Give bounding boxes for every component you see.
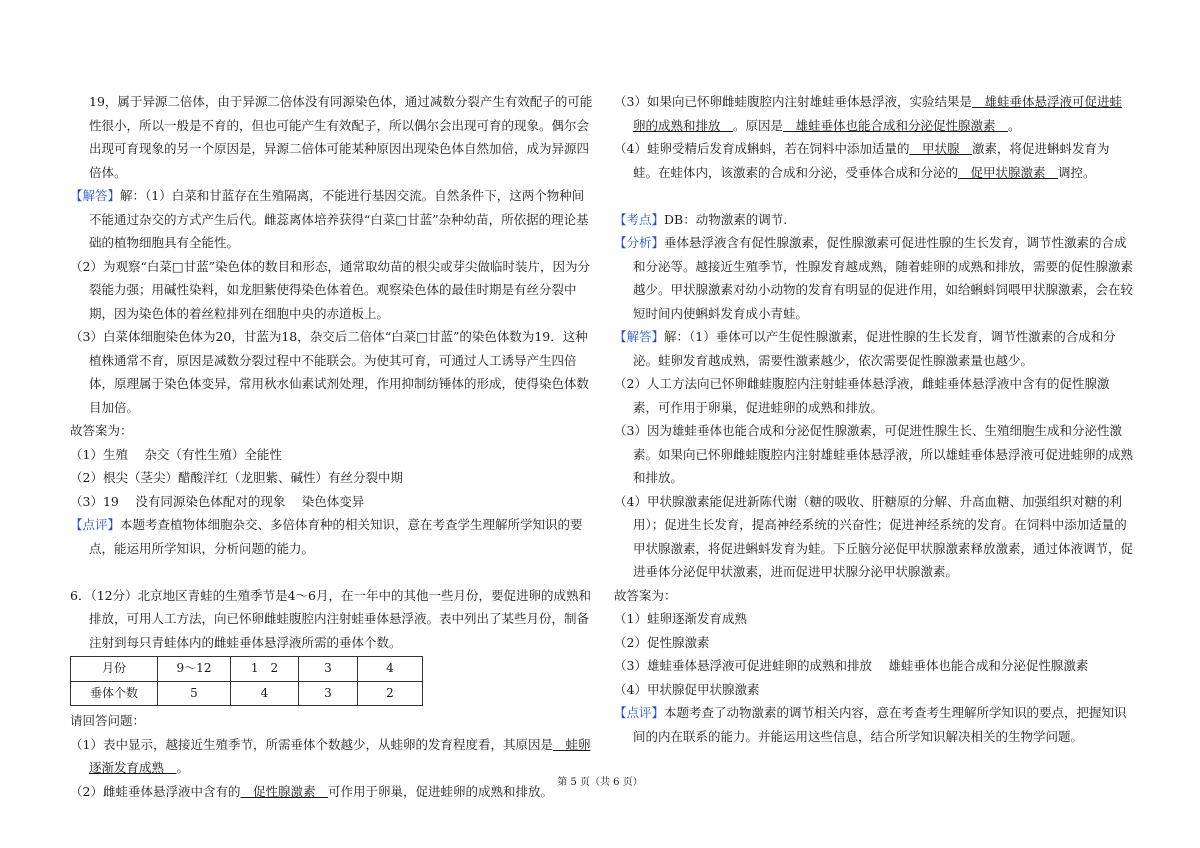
answer-part-3: （3）白菜体细胞染色体为20，甘蓝为18，杂交后二倍体“白菜□甘蓝”的染色体数为19．这种植株通常不育，原因是减数分裂过程中不能联会。为使其可育，可通过人工诱导产生四倍体，原理属于染色体变异，常用秋水仙素试剂处理，作用抑制纺锤体的形成，使得染色体数目加倍。 (70, 329, 590, 415)
pituitary-table (70, 656, 423, 706)
table-row (71, 657, 423, 682)
fill-answer: 促性腺激素 (240, 783, 328, 799)
table-cell: 3 (299, 681, 358, 706)
comment-text: 本题考查了动物激素的调节相关内容，意在考查考生理解所学知识的要点，把握知识间的内在联系的能力。并能运用这些信息，结合所学知识解决相关的生物学问题。 (633, 705, 1127, 744)
question-text: （4）蛙卵受精后发育成蝌蚪，若在饲料中添加适量的 (614, 141, 910, 156)
answer-heading: 故答案为： (70, 423, 133, 438)
fill-answer: 促甲状腺激素 (958, 164, 1059, 180)
question-6-4 (614, 137, 1134, 184)
final-answer-3: （3）雄蛙垂体悬浮液可促进蛙卵的成熟和排放 雄蛙垂体也能合成和分泌促性腺激素 (614, 658, 1089, 673)
question-text: 调控。 (1058, 164, 1096, 180)
question-text: 。 (1008, 117, 1021, 133)
question-6-intro: 6．（12分）北京地区青蛙的生殖季节是4～6月，在一年中的其他一些月份，要促进卵的成熟和排放，可用人工方法，向已怀卵雌蛙腹腔内注射蛙垂体悬浮液。表中列出了某些月份，制备注射到每只青蛙体内的雌蛙垂体悬浮液所需的垂体个数。 (70, 587, 592, 650)
comment-tag: 【点评】 (614, 705, 665, 720)
paragraph-continuation: 19，属于异源二倍体，由于异源二倍体没有同源染色体，通过减数分裂产生有效配子的可能性很小，所以一般是不育的，但也可能产生有效配子，所以偶尔会出现可育的现象。偶尔会出现可育现象的另一个原因是，异源二倍体可能某种原因出现染色体自然加倍，成为异源四倍体。 (89, 94, 593, 180)
question-text: 激素，将促进蝌蚪发育为蛙。在蛙体内，该激素的合成和分泌，受垂体合成和分泌的 (633, 141, 1110, 180)
table-cell: 5 (158, 681, 231, 706)
table-row (71, 681, 423, 706)
question-text: （1）表中显示，越接近生殖季节，所需垂体个数越少，从蛙卵的发育程度看，其原因是 (70, 736, 553, 752)
key-point-section (614, 208, 1134, 232)
answer-part-1: 解：（1）垂体可以产生促性腺激素，促进性腺的生长发育，调节性激素的合成和分泌。蛙卵发育越成熟，需要性激素越少，依次需要促性腺激素量也越少。 (633, 329, 1116, 368)
answer-tag: 【解答】 (70, 188, 121, 203)
table-cell: 4 (358, 657, 423, 682)
page-footer: 第 5 页（共 6 页） (557, 777, 643, 788)
final-answer-1: （1）生殖 杂交（有性生殖）全能性 (70, 446, 282, 462)
table-cell: 1 2 (231, 657, 299, 682)
table-cell: 2 (358, 681, 423, 706)
comment-section (70, 513, 596, 560)
fill-answer: 甲状腺 (909, 141, 972, 156)
final-answer-1: （1）蛙卵逐渐发育成熟 (614, 611, 747, 626)
answer-part-1: 解：（1）白菜和甘蓝存在生殖隔离，不能进行基因交流。自然条件下，这两个物种间不能通过杂交的方式产生后代。雌蕊离体培养获得“白菜□甘蓝”杂种幼苗，所依据的理论基础的植物细胞具有全能性。 (89, 188, 589, 250)
fill-answer: 雄蛙垂体也能合成和分泌促性腺激素 (783, 117, 1009, 133)
question-text: （3）如果向已怀卵雌蛙腹腔内注射雄蛙垂体悬浮液，实验结果是 (614, 94, 972, 109)
answer-part-2: （2）人工方法向已怀卵雌蛙腹腔内注射蛙垂体悬浮液，雌蛙垂体悬浮液中含有的促性腺激素，可作用于卵巢，促进蛙卵的成熟和排放。 (614, 376, 1110, 415)
question-6-3 (614, 90, 1134, 137)
table-cell: 9～12 (158, 657, 231, 682)
comment-section (614, 701, 1134, 748)
analysis-tag: 【分析】 (614, 235, 665, 250)
final-answer-2: （2）促性腺激素 (614, 634, 710, 650)
analysis-section (614, 231, 1134, 325)
question-text: 。 (176, 760, 190, 775)
answer-part-4: （4）甲状腺激素能促进新陈代谢（糖的吸收、肝糖原的分解、升高血糖、加强组织对糖的利用）；促进生长发育，提高神经系统的兴奋性；促进神经系统的发育。在饲料中添加适量的甲状腺激素，将促进蝌蚪发育为蛙。下丘脑分泌促甲状腺激素释放激素，通过体液调节，促进垂体分泌促甲状激素，进而促进甲状腺分泌甲状腺激素。 (614, 493, 1134, 579)
analysis-text: 垂体悬浮液含有促性腺激素，促性腺激素可促进性腺的生长发育，调节性激素的合成和分泌等。越接近生殖季节，性腺发育越成熟，随着蛙卵的成熟和排放，需要的促性腺激素越少。甲状腺激素对幼小动物的发育有明显的促进作用，如给蝌蚪饲喂甲状腺激素，会在较短时间内使蝌蚪发育成小青蛙。 (633, 235, 1134, 321)
answer-tag: 【解答】 (614, 329, 665, 344)
left-column (70, 90, 596, 803)
answer-part-3: （3）因为雄蛙垂体也能合成和分泌促性腺激素，可促进性腺生长、生殖细胞生成和分泌性激素。如果向已怀卵雌蛙腹腔内注射雄蛙垂体悬浮液，所以雄蛙垂体悬浮液可促进蛙卵的成熟和排放。 (614, 423, 1134, 485)
key-point-text: DB：动物激素的调节. (664, 211, 788, 227)
comment-text: 本题考查植物体细胞杂交、多倍体育种的相关知识，意在考查学生理解所学知识的要点，能运用所学知识，分析问题的能力。 (89, 517, 583, 556)
fill-answer: 蛙卵逐渐发育成熟 (89, 736, 591, 775)
table-cell: 3 (299, 657, 358, 682)
question-text: 可作用于卵巢，促进蛙卵的成熟和排放。 (327, 783, 553, 799)
final-answer-3: （3）19 没有同源染色体配对的现象 染色体变异 (70, 493, 365, 509)
table-cell: 月份 (71, 657, 158, 682)
question-text: 。原因是 (733, 117, 784, 133)
fill-answer: 雄蛙垂体悬浮液可促进蛙卵的成熟和排放 (633, 94, 1122, 133)
questions-heading: 请回答问题： (70, 713, 146, 728)
key-point-tag: 【考点】 (614, 211, 665, 227)
final-answer-2: （2）根尖（茎尖）醋酸洋红（龙胆紫、碱性）有丝分裂中期 (70, 470, 403, 485)
answer-section (614, 325, 1134, 372)
table-cell: 4 (231, 681, 299, 706)
comment-tag: 【点评】 (70, 517, 121, 532)
final-answer-4: （4）甲状腺促甲状腺激素 (614, 681, 760, 697)
right-column (614, 90, 1134, 748)
answer-heading: 故答案为： (614, 587, 677, 603)
question-text: （2）雌蛙垂体悬浮液中含有的 (70, 783, 241, 799)
table-cell: 垂体个数 (71, 681, 158, 706)
answer-section (70, 184, 596, 255)
answer-part-2: （2）为观察“白菜□甘蓝”染色体的数目和形态，通常取幼苗的根尖或芽尖做临时装片，因为分裂能力强；用碱性染料，如龙胆紫使得染色体着色。观察染色体的最佳时期是有丝分裂中期，因为染色体的着丝粒排列在细胞中央的赤道板上。 (70, 258, 591, 321)
